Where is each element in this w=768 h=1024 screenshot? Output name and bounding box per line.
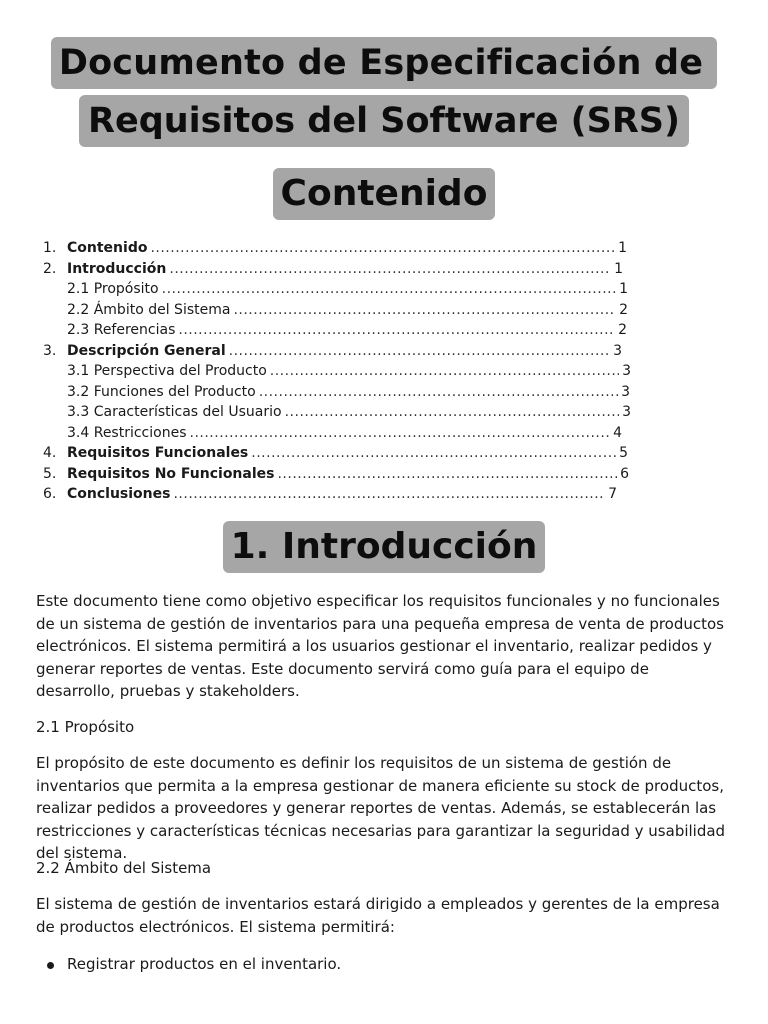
toc-label: Requisitos Funcionales bbox=[67, 445, 249, 461]
document-title-line-2 bbox=[0, 95, 768, 147]
scope-paragraph bbox=[36, 893, 732, 938]
toc-page-number: 4 bbox=[613, 424, 622, 441]
toc-entry[interactable] bbox=[67, 423, 622, 444]
toc-page-number: 7 bbox=[608, 486, 617, 502]
toc-page-number: 1 bbox=[614, 260, 623, 277]
toc-label: 3.4 Restricciones bbox=[67, 424, 187, 441]
toc-entry[interactable] bbox=[67, 341, 622, 362]
purpose-paragraph-text: El propósito de este documento es definir los requisitos de un sistema de gestión de inventarios que permita a la empresa gestionar de manera eficiente su stock de productos, realizar pedidos a proveedores y generar reportes de ventas. Además, se establecerán las restricciones y características técnicas necesarias para garantizar la seguridad y usabilidad del sistema. bbox=[36, 754, 726, 862]
toc-entry[interactable] bbox=[67, 259, 623, 280]
toc-label: 3.1 Perspectiva del Producto bbox=[67, 363, 267, 379]
table-of-contents bbox=[0, 238, 768, 505]
toc-entry[interactable] bbox=[67, 279, 628, 300]
section-heading-text: 1. Introducción bbox=[223, 521, 546, 573]
toc-number: 5. bbox=[43, 465, 57, 482]
toc-entry[interactable] bbox=[67, 382, 630, 403]
toc-entry[interactable] bbox=[67, 402, 631, 423]
purpose-paragraph bbox=[36, 752, 732, 865]
toc-label: Introducción bbox=[67, 260, 167, 277]
list-item-text: Registrar productos en el inventario. bbox=[67, 955, 342, 973]
toc-leader-dots bbox=[150, 238, 615, 259]
toc-row bbox=[0, 443, 768, 464]
scope-paragraph-text: El sistema de gestión de inventarios estará dirigido a empleados y gerentes de la empresa de productos electrónicos. El sistema permitirá: bbox=[36, 895, 720, 936]
contents-heading bbox=[0, 168, 768, 220]
title-line-2-text: Requisitos del Software (SRS) bbox=[79, 95, 689, 147]
toc-entry[interactable] bbox=[67, 300, 628, 321]
toc-row bbox=[0, 361, 768, 382]
toc-label: 3.3 Características del Usuario bbox=[67, 404, 282, 420]
toc-page-number: 1 bbox=[619, 281, 628, 297]
toc-row bbox=[0, 423, 768, 444]
toc-page-number: 3 bbox=[613, 342, 622, 359]
toc-leader-dots bbox=[270, 361, 619, 382]
toc-row bbox=[0, 341, 768, 362]
toc-leader-dots bbox=[251, 443, 616, 464]
toc-leader-dots bbox=[162, 279, 616, 300]
title-line-1-text: Documento de Especificación de bbox=[51, 37, 717, 89]
subsection-heading-text: 2.2 Ámbito del Sistema bbox=[36, 859, 212, 877]
toc-label: Conclusiones bbox=[67, 486, 171, 502]
toc-number: 1. bbox=[43, 240, 57, 256]
toc-number: 3. bbox=[43, 342, 57, 359]
toc-leader-dots bbox=[173, 484, 605, 505]
toc-leader-dots bbox=[277, 464, 617, 485]
toc-label: 3.2 Funciones del Producto bbox=[67, 383, 256, 400]
intro-paragraph bbox=[36, 590, 732, 703]
toc-leader-dots bbox=[169, 259, 611, 280]
toc-page-number: 5 bbox=[619, 445, 628, 461]
toc-leader-dots bbox=[178, 320, 615, 341]
toc-row bbox=[0, 320, 768, 341]
toc-label: 2.2 Ámbito del Sistema bbox=[67, 301, 231, 318]
toc-label: 2.1 Propósito bbox=[67, 281, 159, 297]
toc-entry[interactable] bbox=[67, 443, 628, 464]
toc-page-number: 3 bbox=[621, 383, 630, 400]
toc-label: Contenido bbox=[67, 240, 148, 256]
toc-entry[interactable] bbox=[67, 484, 617, 505]
toc-label: 2.3 Referencias bbox=[67, 322, 176, 338]
toc-row bbox=[0, 484, 768, 505]
toc-page-number: 1 bbox=[618, 240, 627, 256]
toc-row bbox=[0, 464, 768, 485]
toc-row bbox=[0, 300, 768, 321]
subsection-heading-ambito bbox=[36, 857, 732, 880]
toc-page-number: 2 bbox=[618, 322, 627, 338]
toc-row bbox=[0, 382, 768, 403]
section-heading-introduccion bbox=[0, 521, 768, 573]
toc-page-number: 6 bbox=[620, 465, 629, 482]
toc-page-number: 3 bbox=[622, 404, 631, 420]
toc-leader-dots bbox=[259, 382, 618, 403]
toc-entry[interactable] bbox=[67, 464, 629, 485]
toc-row bbox=[0, 259, 768, 280]
toc-entry[interactable] bbox=[67, 361, 631, 382]
toc-row bbox=[0, 402, 768, 423]
toc-page-number: 2 bbox=[619, 301, 628, 318]
toc-number: 2. bbox=[43, 260, 57, 277]
toc-label: Descripción General bbox=[67, 342, 226, 359]
list-item bbox=[67, 953, 727, 976]
toc-leader-dots bbox=[190, 423, 611, 444]
toc-entry[interactable] bbox=[67, 238, 627, 259]
contents-heading-text: Contenido bbox=[273, 168, 496, 220]
bullet-icon bbox=[47, 962, 54, 969]
toc-page-number: 3 bbox=[622, 363, 631, 379]
toc-number: 6. bbox=[43, 486, 57, 502]
intro-paragraph-text: Este documento tiene como objetivo especificar los requisitos funcionales y no funcionales de un sistema de gestión de inventarios para una pequeña empresa de venta de productos electrónicos. El sistema permitirá a los usuarios gestionar el inventario, realizar pedidos y generar reportes de ventas. Este documento servirá como guía para el equipo de desarrollo, pruebas y stakeholders. bbox=[36, 592, 725, 700]
subsection-heading-proposito bbox=[36, 716, 732, 739]
toc-number: 4. bbox=[43, 445, 57, 461]
toc-leader-dots bbox=[233, 300, 616, 321]
toc-leader-dots bbox=[285, 402, 619, 423]
toc-row bbox=[0, 279, 768, 300]
subsection-heading-text: 2.1 Propósito bbox=[36, 718, 135, 736]
toc-row bbox=[0, 238, 768, 259]
document-title-line-1 bbox=[0, 37, 768, 89]
toc-leader-dots bbox=[229, 341, 610, 362]
toc-label: Requisitos No Funcionales bbox=[67, 465, 275, 482]
toc-entry[interactable] bbox=[67, 320, 627, 341]
